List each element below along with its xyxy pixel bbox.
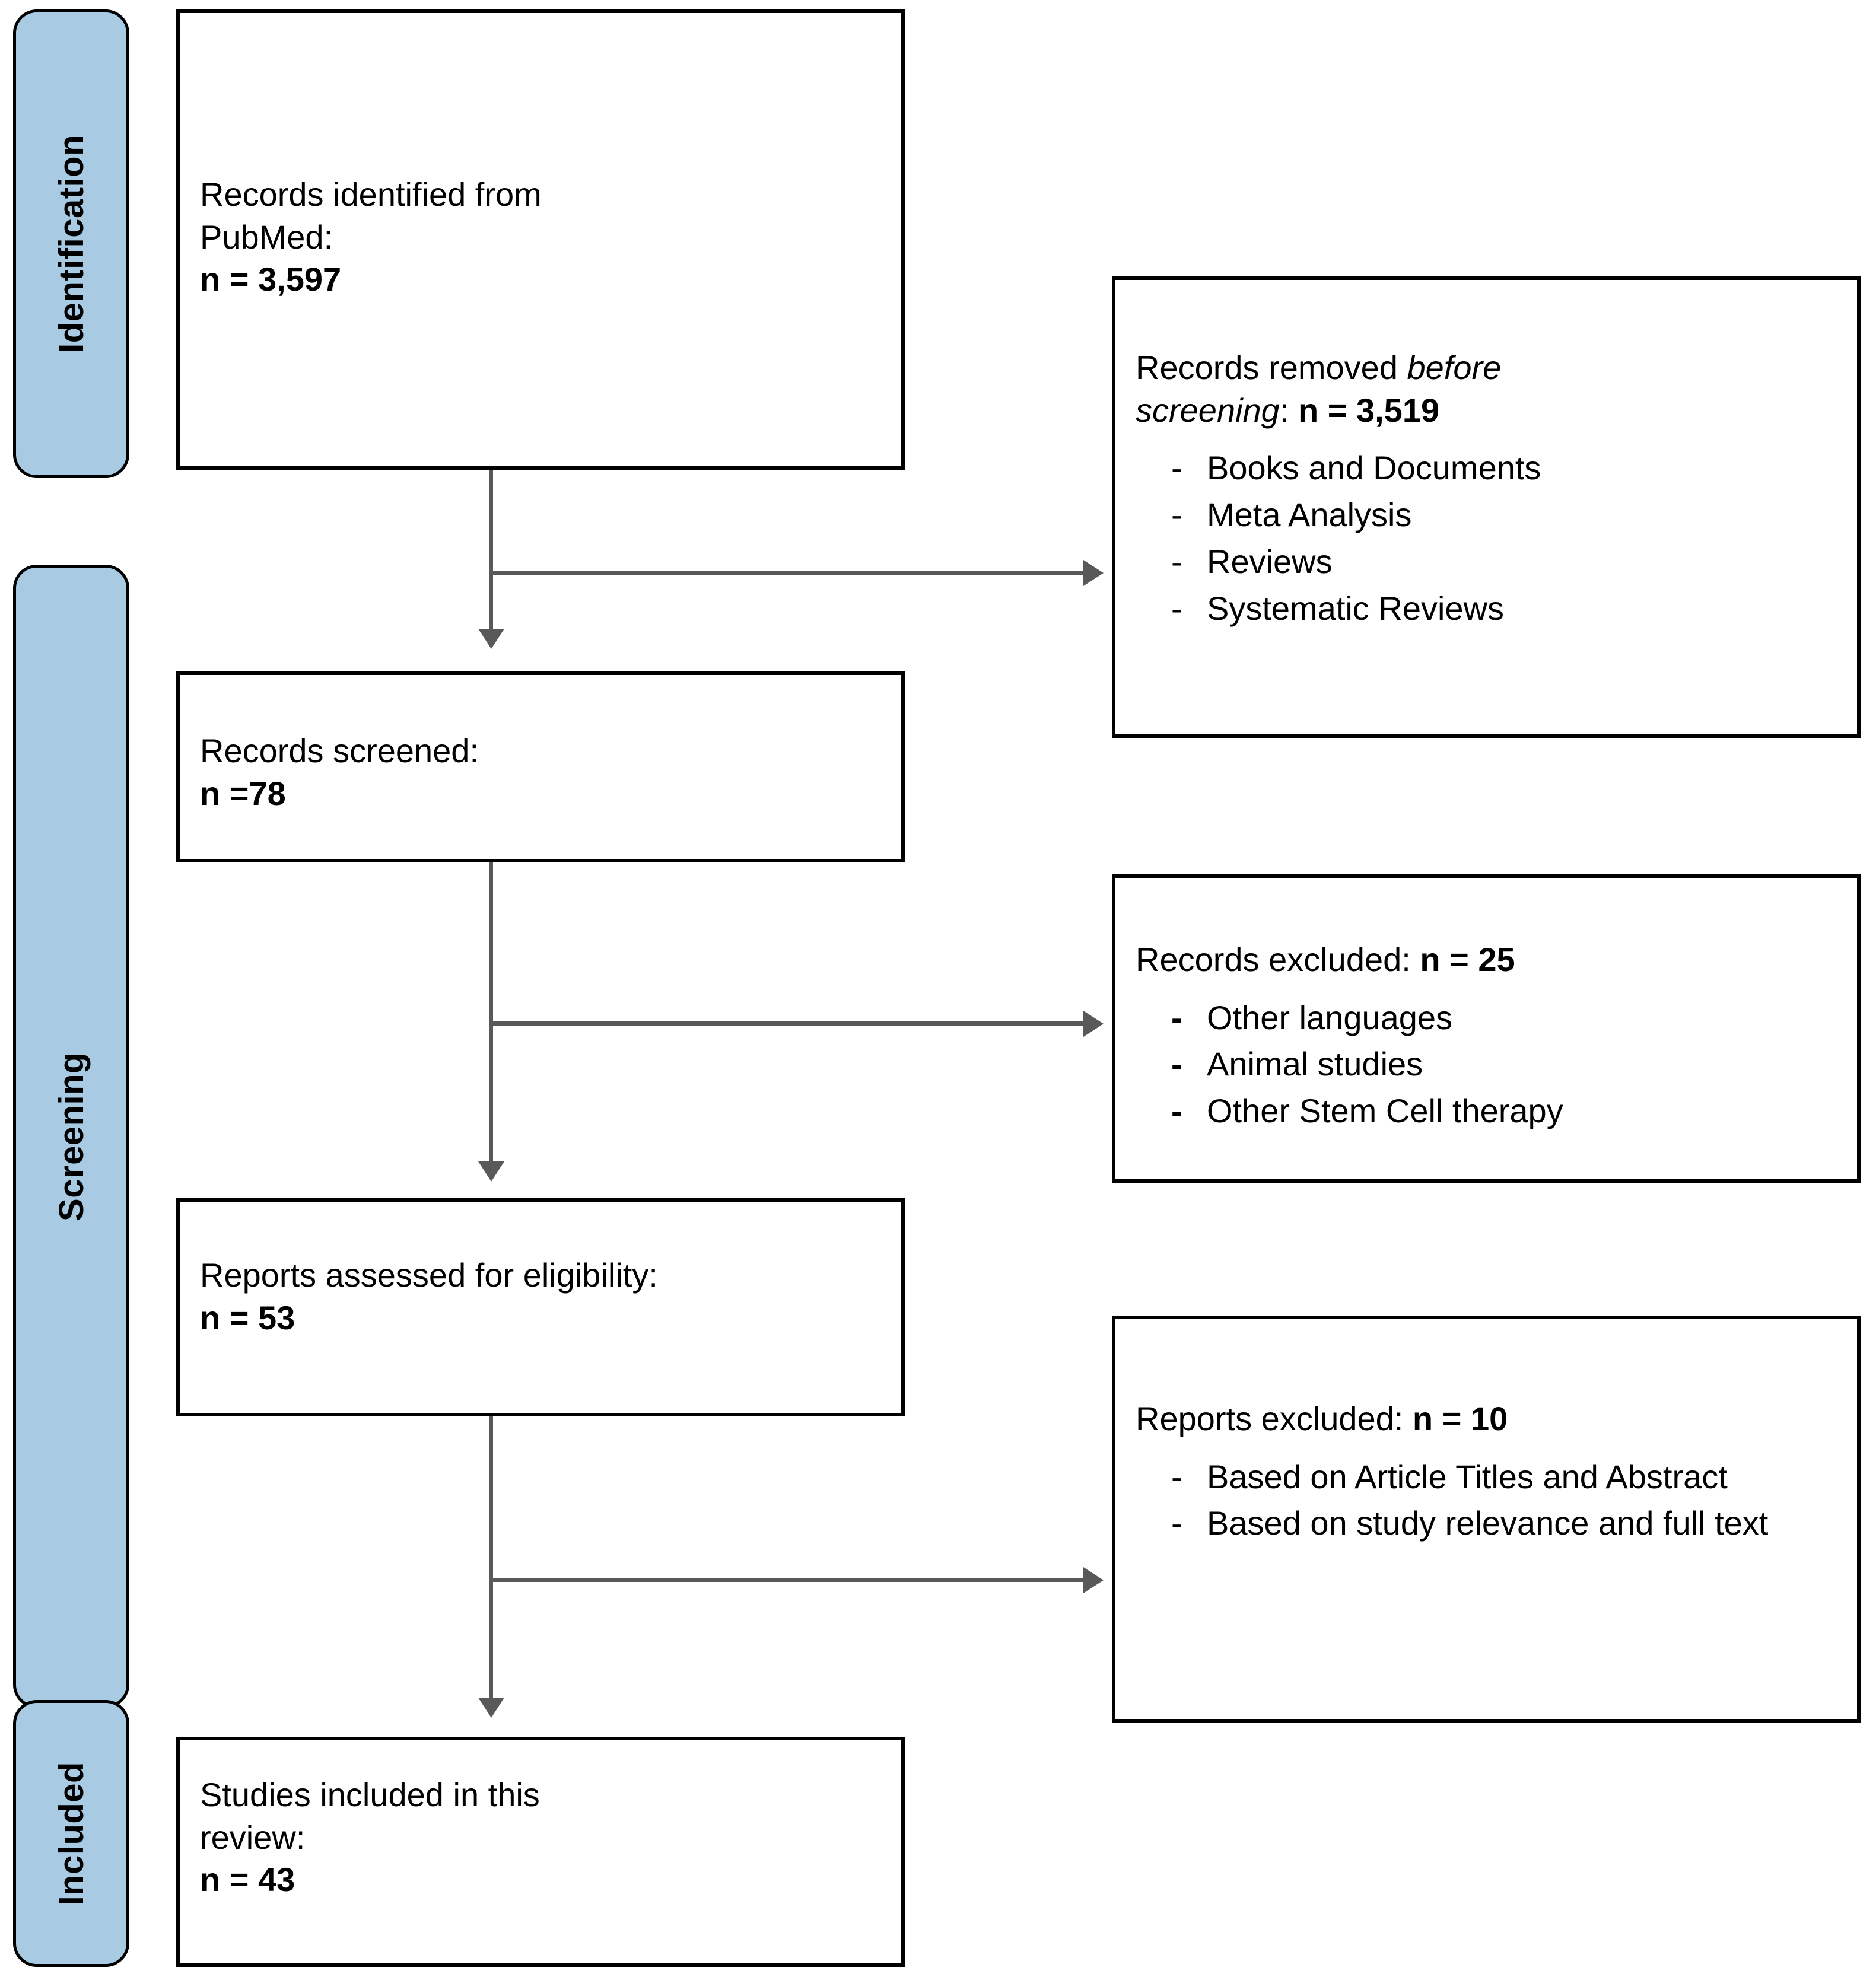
list-item xyxy=(1136,1043,1837,1086)
arrow-screened-to-excluded xyxy=(1083,1011,1104,1037)
box-studies-included xyxy=(176,1737,905,1967)
records-screened-line1: Records screened: xyxy=(200,732,479,769)
connector-assessed-to-included xyxy=(489,1415,493,1713)
records-excluded-heading xyxy=(1136,938,1837,981)
records-removed-heading-2 xyxy=(1136,389,1837,432)
records-removed-text-a: Records removed xyxy=(1136,349,1407,386)
records-removed-item-1: Meta Analysis xyxy=(1207,496,1412,534)
studies-included-count: n = 43 xyxy=(200,1861,295,1899)
connector-identified-to-removed xyxy=(489,571,1087,575)
records-excluded-item-0: Other languages xyxy=(1207,998,1453,1036)
stage-included xyxy=(13,1700,129,1967)
bullet-dash: - xyxy=(1171,542,1182,580)
records-removed-text-italic: before xyxy=(1407,349,1502,386)
arrow-assessed-to-reports-excluded xyxy=(1083,1567,1104,1593)
records-identified-count: n = 3,597 xyxy=(200,260,342,298)
box-records-identified xyxy=(176,9,905,470)
records-removed-text-c: : xyxy=(1279,391,1298,429)
list-item xyxy=(1136,447,1837,490)
box-records-removed-before-screening xyxy=(1112,276,1861,738)
records-excluded-item-1: Animal studies xyxy=(1207,1045,1423,1083)
list-item xyxy=(1136,540,1837,584)
records-excluded-count: n = 25 xyxy=(1420,941,1515,978)
stage-included-label: Included xyxy=(52,1761,91,1906)
stage-identification-label: Identification xyxy=(52,135,91,353)
bullet-dash: - xyxy=(1171,1504,1182,1542)
records-excluded-item-2: Other Stem Cell therapy xyxy=(1207,1092,1563,1130)
arrow-screened-to-assessed xyxy=(478,1161,504,1182)
connector-screened-to-excluded xyxy=(489,1021,1087,1026)
bullet-dash: - xyxy=(1171,496,1182,534)
records-removed-item-2: Reviews xyxy=(1207,542,1333,580)
records-removed-count: n = 3,519 xyxy=(1298,391,1440,429)
arrow-identified-to-screened xyxy=(478,629,504,649)
box-reports-excluded xyxy=(1112,1316,1861,1723)
arrow-assessed-to-included xyxy=(478,1698,504,1718)
bullet-dash: - xyxy=(1171,589,1182,627)
bullet-dash: - xyxy=(1171,1457,1182,1495)
list-item xyxy=(1136,1502,1837,1545)
bullet-dash: - xyxy=(1171,449,1182,487)
records-identified-line1: Records identified from xyxy=(200,176,542,213)
reports-excluded-item-0: Based on Article Titles and Abstract xyxy=(1207,1457,1728,1495)
list-item xyxy=(1136,494,1837,537)
connector-screened-to-assessed xyxy=(489,861,493,1176)
records-screened-count: n =78 xyxy=(200,774,286,812)
reports-assessed-count: n = 53 xyxy=(200,1298,295,1336)
bullet-dash: - xyxy=(1171,1045,1182,1083)
arrow-identified-to-removed xyxy=(1083,560,1104,586)
records-removed-item-0: Books and Documents xyxy=(1207,449,1541,487)
connector-assessed-to-reports-excluded xyxy=(489,1578,1087,1582)
records-identified-line2: PubMed: xyxy=(200,218,333,256)
records-removed-text-b: screening xyxy=(1136,391,1280,429)
records-removed-item-3: Systematic Reviews xyxy=(1207,589,1505,627)
box-records-excluded xyxy=(1112,874,1861,1183)
stage-screening-label: Screening xyxy=(52,1052,91,1221)
bullet-dash: - xyxy=(1171,1092,1182,1130)
reports-excluded-heading xyxy=(1136,1397,1837,1440)
reports-assessed-line1: Reports assessed for eligibility: xyxy=(200,1256,658,1294)
studies-included-line2: review: xyxy=(200,1818,306,1856)
list-item xyxy=(1136,587,1837,631)
connector-identified-to-screened xyxy=(489,469,493,641)
records-excluded-list xyxy=(1136,997,1837,1133)
box-reports-assessed xyxy=(176,1198,905,1416)
reports-excluded-item-1: Based on study relevance and full text xyxy=(1207,1504,1769,1542)
stage-screening xyxy=(13,565,129,1708)
reports-excluded-label: Reports excluded: xyxy=(1136,1400,1413,1437)
stage-identification xyxy=(13,9,129,478)
records-removed-list xyxy=(1136,447,1837,630)
list-item xyxy=(1136,997,1837,1040)
list-item xyxy=(1136,1090,1837,1133)
list-item xyxy=(1136,1456,1837,1499)
studies-included-line1: Studies included in this xyxy=(200,1776,540,1813)
reports-excluded-list xyxy=(1136,1456,1837,1546)
reports-excluded-count: n = 10 xyxy=(1412,1400,1508,1437)
records-removed-heading xyxy=(1136,346,1837,389)
box-records-screened xyxy=(176,671,905,862)
records-excluded-label: Records excluded: xyxy=(1136,941,1420,978)
bullet-dash: - xyxy=(1171,998,1182,1036)
